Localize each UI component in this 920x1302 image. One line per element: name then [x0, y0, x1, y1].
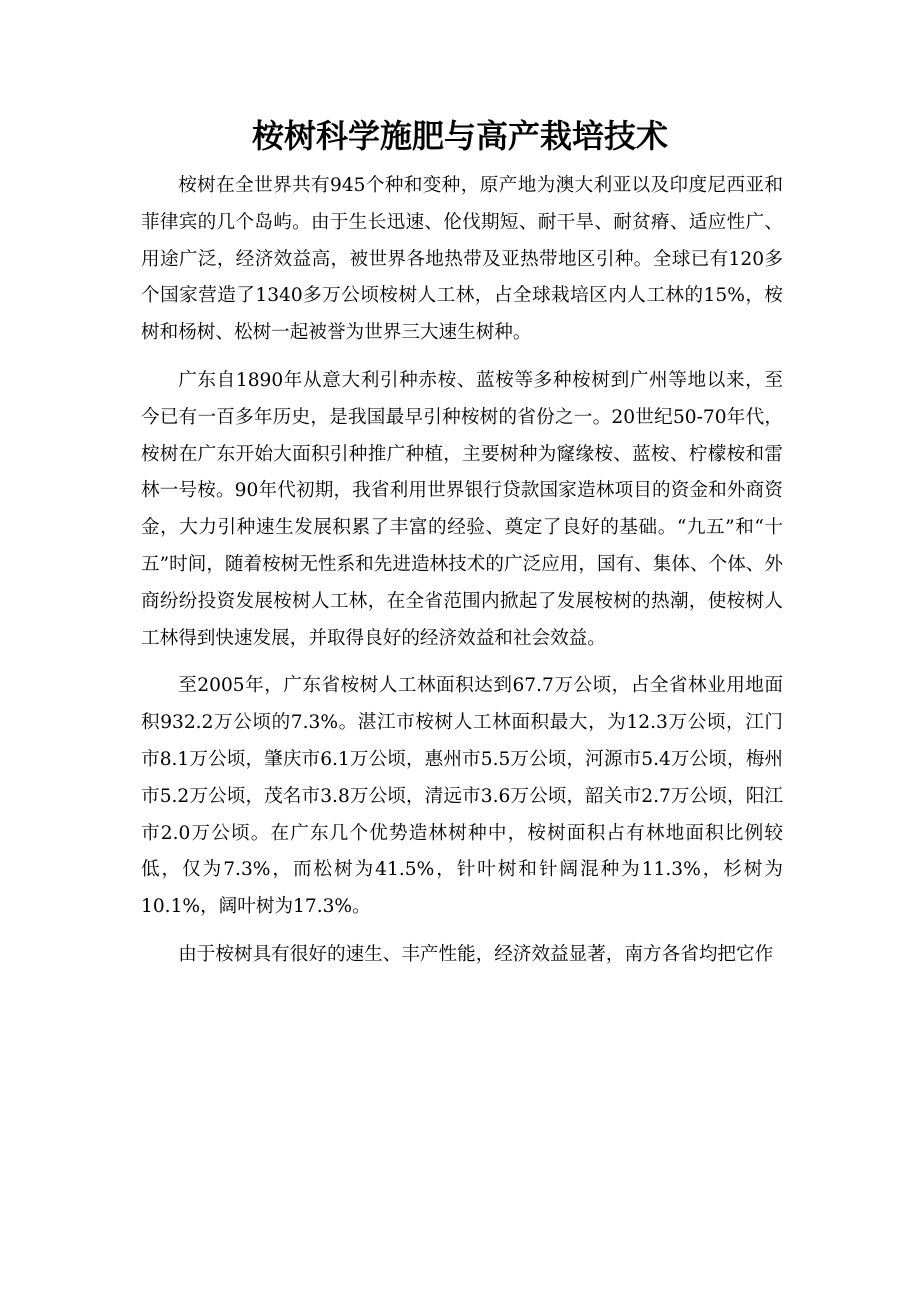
- document-title: 桉树科学施肥与高产栽培技术: [251, 117, 668, 155]
- paragraph-statistics: 至2005年，广东省桉树人工林面积达到67.7万公顷，占全省林业用地面积932.2万公顷的7.3%。湛江市桉树人工林面积最大，为12.3万公顷，江门市8.1万公顷，肇庆市6.1万公顷，惠州市5.5万公顷，河源市5.4万公顷，梅州市5.2万公顷，茂名市3.8万公顷，清远市3.6万公顷，韶关市2.7万公顷，阳江市2.0万公顷。在广东几个优势造林树种中，桉树面积占有林地面积比例较低，仅为7.3%，而松树为41.5%，针叶树和针阔混种为11.3%，杉树为10.1%，阔叶树为17.3%。: [141, 675, 783, 918]
- paragraph-history: 广东自1890年从意大利引种赤桉、蓝桉等多种桉树到广州等地以来，至今已有一百多年历史，是我国最早引种桉树的省份之一。20世纪50-70年代，桉树在广东开始大面积引种推广种植，主要树种为窿缘桉、蓝桉、柠檬桉和雷林一号桉。90年代初期，我省利用世界银行贷款国家造林项目的资金和外商资金，大力引种速生发展积累了丰富的经验、奠定了良好的基础。“九五”和“十五”时间，随着桉树无性系和先进造林技术的广泛应用，国有、集体、个体、外商纷纷投资发展桉树人工林，在全省范围内掀起了发展桉树的热潮，使桉树人工林得到快速发展，并取得良好的经济效益和社会效益。: [141, 369, 783, 649]
- paragraph-intro: 桉树在全世界共有945个种和变种，原产地为澳大利亚以及印度尼西亚和菲律宾的几个岛屿。由于生长迅速、伦伐期短、耐干旱、耐贫瘠、适应性广、用途广泛，经济效益高，被世界各地热带及亚热带地区引种。全球已有120多个国家营造了1340多万公顷桉树人工林，占全球栽培区内人工林的15%，桉树和杨树、松树一起被誉为世界三大速生树种。: [141, 175, 783, 344]
- document-body: [141, 168, 783, 985]
- paragraph-continuation: 由于桉树具有很好的速生、丰产性能，经济效益显著，南方各省均把它作: [178, 943, 774, 965]
